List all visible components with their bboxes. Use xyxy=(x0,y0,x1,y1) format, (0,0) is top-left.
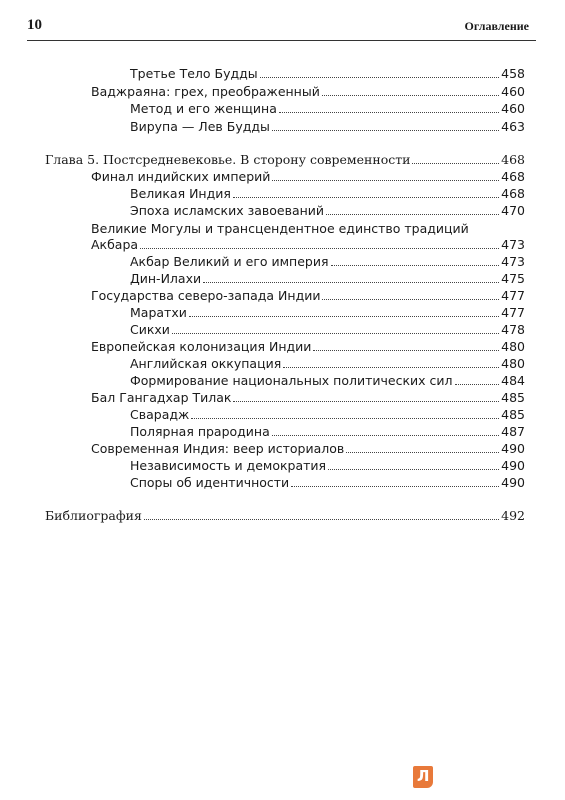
toc-entry[interactable] xyxy=(91,221,525,237)
toc-entry-page: 458 xyxy=(501,66,525,81)
watermark-letter: Л xyxy=(417,767,430,785)
toc-entry-title: Великая Индия xyxy=(130,186,231,201)
toc-entry[interactable] xyxy=(130,66,525,82)
toc-entry-page: 473 xyxy=(501,254,525,269)
leader-dots xyxy=(326,214,499,215)
toc-entry-title: Современная Индия: веер историалов xyxy=(91,441,345,456)
leader-dots xyxy=(313,350,499,351)
toc-entry[interactable] xyxy=(130,407,525,423)
toc-entry[interactable] xyxy=(91,339,525,355)
toc-entry[interactable] xyxy=(130,271,525,287)
leader-dots xyxy=(279,112,499,113)
toc-entry-page: 477 xyxy=(501,305,525,320)
toc-entry-title: Великие Могулы и трансцендентное единство традиций xyxy=(91,221,469,236)
toc-entry-title: Споры об идентичности xyxy=(130,475,290,490)
toc-entry-title: Бал Гангадхар Тилак xyxy=(91,390,232,405)
toc-entry-page: 468 xyxy=(501,169,525,184)
toc-entry[interactable] xyxy=(130,322,525,338)
toc-entry[interactable] xyxy=(130,305,525,321)
leader-dots xyxy=(322,299,499,300)
toc-entry-title: Ваджраяна: грех, преображенный xyxy=(91,84,320,99)
toc-entry[interactable] xyxy=(130,203,525,219)
page-number: 10 xyxy=(27,17,42,33)
leader-dots xyxy=(203,282,499,283)
toc-entry[interactable] xyxy=(91,169,525,185)
leader-dots xyxy=(172,333,499,334)
toc-entry-title: Финал индийских империй xyxy=(91,169,271,184)
toc-chapter-entry[interactable] xyxy=(45,508,525,524)
toc-entry[interactable] xyxy=(91,288,525,304)
toc-entry-page: 490 xyxy=(501,475,525,490)
toc-entry-title: Государства северо-запада Индии xyxy=(91,288,321,303)
toc-entry[interactable] xyxy=(130,254,525,270)
toc-entry[interactable] xyxy=(91,441,525,457)
toc-entry-title: Эпоха исламских завоеваний xyxy=(130,203,325,218)
toc-entry-page: 485 xyxy=(501,407,525,422)
toc-entry-title: Сикхи xyxy=(130,322,170,337)
toc-entry-title: Английская оккупация xyxy=(130,356,282,371)
toc-entry[interactable] xyxy=(130,356,525,372)
toc-entry-title: Акбар Великий и его империя xyxy=(130,254,329,269)
toc-entry-title: Библиография xyxy=(45,508,142,523)
toc-entry[interactable] xyxy=(130,119,525,135)
toc-entry-page: 477 xyxy=(501,288,525,303)
leader-dots xyxy=(233,197,499,198)
toc-entry-page: 490 xyxy=(501,441,525,456)
toc-entry-page: 492 xyxy=(501,508,525,523)
leader-dots xyxy=(283,367,499,368)
leader-dots xyxy=(189,316,499,317)
toc-entry-page: 460 xyxy=(501,84,525,99)
toc-entry-page: 475 xyxy=(501,271,525,286)
toc-entry-title: Формирование национальных политических сил xyxy=(130,373,453,388)
toc-entry[interactable] xyxy=(130,186,525,202)
toc-entry-title: Глава 5. Постсредневековье. В сторону современности xyxy=(45,152,411,167)
toc-entry[interactable] xyxy=(130,101,525,117)
toc-entry-title: Полярная прародина xyxy=(130,424,270,439)
leader-dots xyxy=(328,469,499,470)
toc-entry-title: Вирупа — Лев Будды xyxy=(130,119,270,134)
toc-entry-page: 480 xyxy=(501,356,525,371)
leader-dots xyxy=(191,418,499,419)
toc-entry-page: 468 xyxy=(501,186,525,201)
toc-entry-page: 478 xyxy=(501,322,525,337)
leader-dots xyxy=(140,248,499,249)
leader-dots xyxy=(272,435,499,436)
toc-entry-page: 484 xyxy=(501,373,525,388)
toc-entry-title: Дин-Илахи xyxy=(130,271,202,286)
toc-entry-title: Маратхи xyxy=(130,305,187,320)
toc-entry-page: 487 xyxy=(501,424,525,439)
leader-dots xyxy=(346,452,499,453)
toc-entry-title: Европейская колонизация Индии xyxy=(91,339,312,354)
toc-entry-title: Третье Тело Будды xyxy=(130,66,258,81)
toc-entry[interactable] xyxy=(130,458,525,474)
toc-entry-page: 468 xyxy=(501,152,525,167)
toc-entry[interactable] xyxy=(130,424,525,440)
toc-entry[interactable] xyxy=(91,390,525,406)
leader-dots xyxy=(233,401,499,402)
leader-dots xyxy=(455,384,500,385)
leader-dots xyxy=(331,265,500,266)
toc-entry-title: Сварадж xyxy=(130,407,190,422)
toc-entry[interactable] xyxy=(130,475,525,491)
leader-dots xyxy=(412,163,499,164)
leader-dots xyxy=(272,130,499,131)
toc-entry-page: 485 xyxy=(501,390,525,405)
page-header xyxy=(0,0,565,36)
toc-entry-page: 463 xyxy=(501,119,525,134)
toc-entry-title: Метод и его женщина xyxy=(130,101,277,116)
toc-entry[interactable] xyxy=(91,237,525,253)
toc-entry-title: Акбара xyxy=(91,237,139,252)
running-title: Оглавление xyxy=(464,19,529,33)
toc-entry[interactable] xyxy=(130,373,525,389)
header-rule xyxy=(27,40,536,41)
toc-entry-page: 480 xyxy=(501,339,525,354)
toc-entry-page: 490 xyxy=(501,458,525,473)
toc-entry-page: 473 xyxy=(501,237,525,252)
leader-dots xyxy=(322,95,499,96)
toc-entry[interactable] xyxy=(91,84,525,100)
toc-chapter-entry[interactable] xyxy=(45,152,525,168)
publisher-logo-icon xyxy=(413,766,433,788)
toc-entry-page: 460 xyxy=(501,101,525,116)
toc-entry-title: Независимость и демократия xyxy=(130,458,327,473)
leader-dots xyxy=(291,486,499,487)
leader-dots xyxy=(260,77,500,78)
leader-dots xyxy=(144,519,499,520)
leader-dots xyxy=(272,180,499,181)
toc-entry-page: 470 xyxy=(501,203,525,218)
